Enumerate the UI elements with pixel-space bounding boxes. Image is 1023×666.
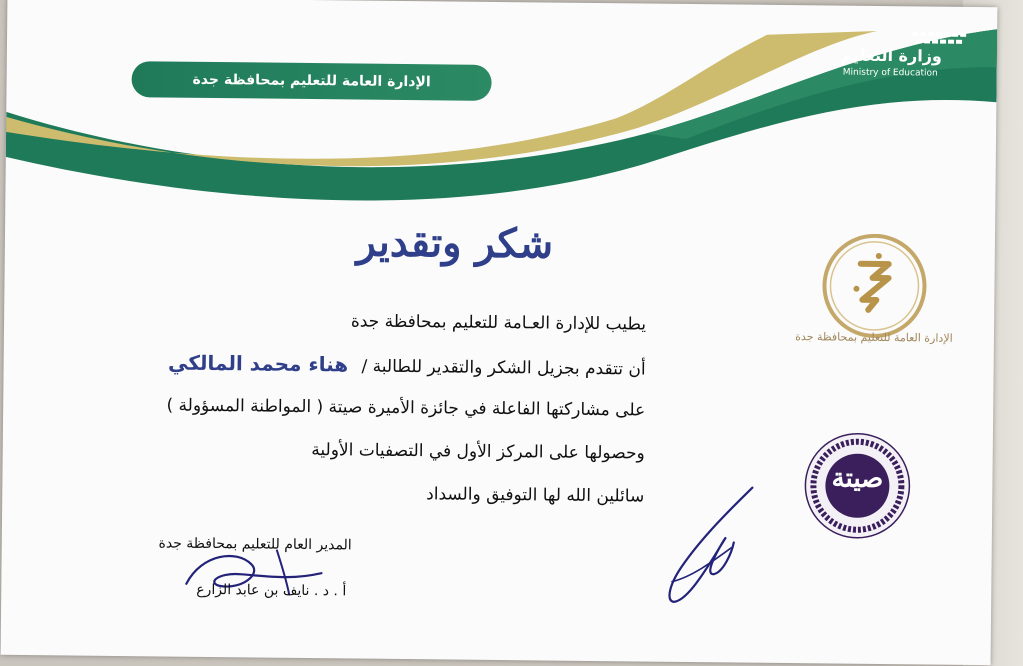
certificate-title: شكر وتقدير	[356, 218, 554, 268]
authority-name-text: الإدارة العامة للتعليم بمحافظة جدة	[192, 71, 431, 91]
ministry-name-arabic: وزارة التعليم	[840, 45, 943, 66]
body-line-5: سائلين الله لها التوفيق والسداد	[426, 484, 645, 507]
emblem-caption: الإدارة العامة للتعليم بمحافظة جدة	[795, 330, 953, 345]
ministry-logo	[832, 29, 983, 91]
authority-name-banner	[131, 61, 491, 101]
student-name: هناء محمد المالكي	[167, 350, 349, 377]
certificate-paper	[1, 0, 998, 665]
seal-word: صيتة	[831, 463, 884, 495]
director-title: المدير العام للتعليم بمحافظة جدة	[158, 535, 352, 554]
body-line-4: وحصولها على المركز الأول في التصفيات الأولية	[311, 440, 645, 464]
ministry-name-english: Ministry of Education	[842, 67, 938, 79]
body-line-2-prefix: أن تتقدم بجزيل الشكر والتقدير للطالبة /	[361, 356, 646, 380]
body-line-3: على مشاركتها الفاعلة في جائزة الأميرة صيتة ( المواطنة المسؤولة )	[166, 395, 646, 421]
body-line-2	[165, 342, 645, 390]
signature-right-icon	[661, 482, 757, 608]
body-line-1: يطيب للإدارة العـامة للتعليم بمحافظة جدة	[350, 311, 647, 335]
certificate-body	[164, 299, 646, 519]
director-name: أ . د . نايف بن عابد الزارع	[196, 581, 347, 600]
